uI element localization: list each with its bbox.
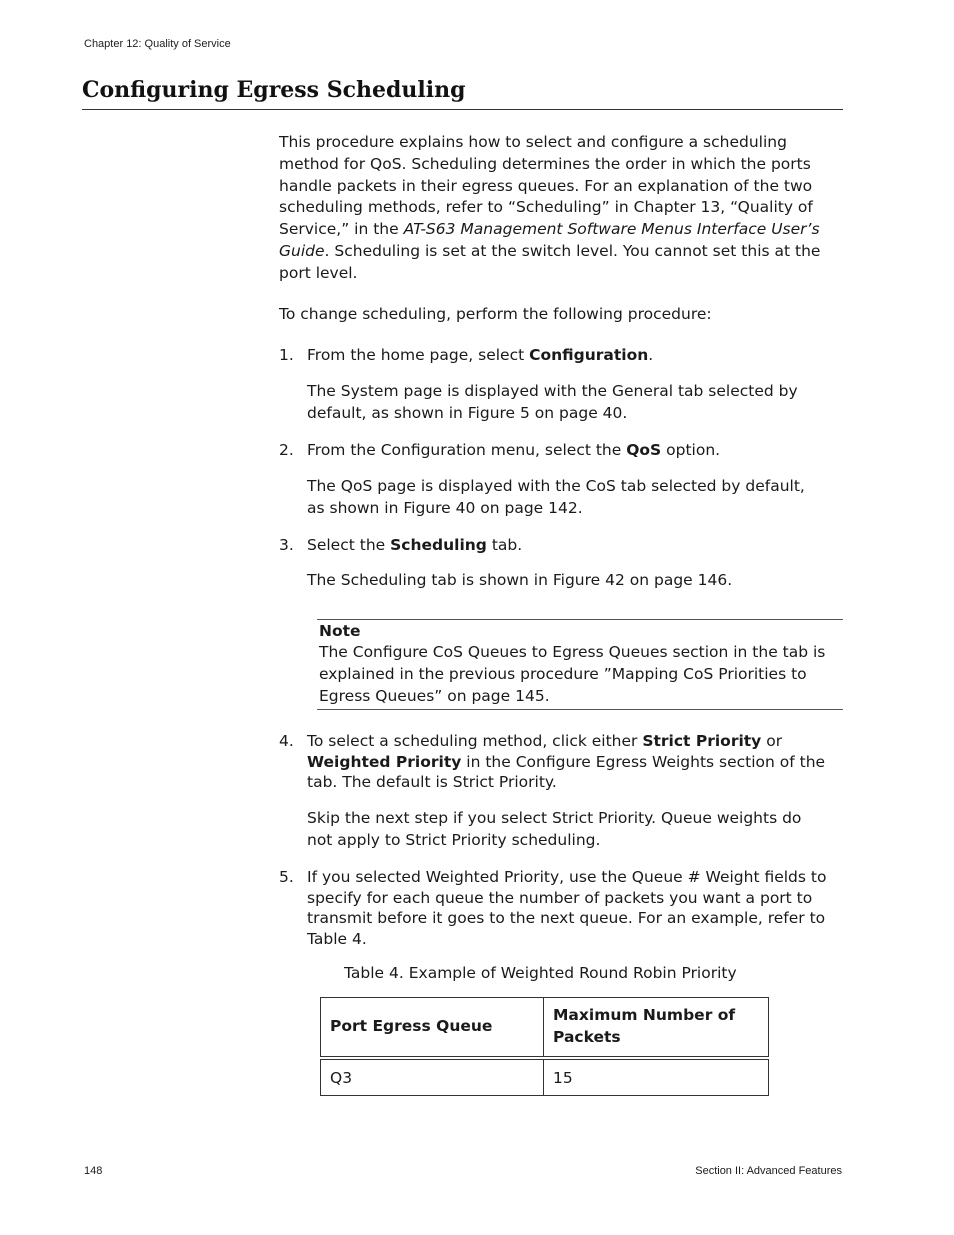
step-2-result: The QoS page is displayed with the CoS tab selected by default, as shown in Figure 40 on page 142.: [307, 477, 805, 517]
step-number: 3.: [279, 536, 294, 554]
procedure-intro: To change scheduling, perform the following procedure:: [279, 305, 712, 323]
weighted-priority-table: [320, 997, 769, 1096]
step-text: If you selected Weighted Priority, use the Queue # Weight fields to specify for each queue the number of packets you want a port to transmit before it goes to the next queue. For an example, refer to Table 4.: [307, 868, 827, 948]
step-number: 5.: [279, 868, 294, 886]
title-rule: [82, 109, 843, 110]
table-header-row: [321, 998, 769, 1059]
note-text: The Configure CoS Queues to Egress Queues section in the tab is explained in the previous procedure ”Mapping CoS Priorities to Egress Queues” on page 145.: [319, 643, 826, 705]
step-1-result: The System page is displayed with the General tab selected by default, as shown in Figure 5 on page 40.: [307, 382, 798, 422]
step-4-note: Skip the next step if you select Strict Priority. Queue weights do not apply to Strict Priority scheduling.: [307, 809, 802, 849]
step-number: 2.: [279, 441, 294, 459]
guide-title: AT-S63 Management Software Menus Interface User’s Guide: [279, 220, 820, 260]
footer-section: Section II: Advanced Features: [695, 1165, 842, 1177]
step-text: From the Configuration menu, select the QoS option.: [307, 441, 721, 459]
table-row: [321, 1058, 769, 1096]
table-cell: 15: [544, 1058, 769, 1096]
column-header: Port Egress Queue: [321, 998, 544, 1059]
page-title: Configuring Egress Scheduling: [82, 77, 466, 103]
note-box: [317, 619, 843, 710]
column-header: Maximum Number of Packets: [544, 998, 769, 1059]
table-cell: Q3: [321, 1058, 544, 1096]
step-text: To select a scheduling method, click either Strict Priority or Weighted Priority in the Configure Egress Weights section of the tab. The default is Strict Priority.: [307, 732, 826, 791]
intro-paragraph: This procedure explains how to select and configure a scheduling method for QoS. Scheduling determines the order in which the ports handle packets in their egress queues. For an explanation of the two scheduling methods, refer to “Scheduling” in Chapter 13, “Quality of Service,” in the AT-S63 Management Software Menus Interface User’s Guide. Scheduling is set at the switch level. You cannot set this at the port level.: [279, 133, 821, 282]
page-number: 148: [84, 1165, 103, 1177]
step-number: 4.: [279, 732, 294, 750]
step-text: From the home page, select Configuration.: [307, 346, 654, 364]
chapter-header: Chapter 12: Quality of Service: [84, 38, 231, 50]
step-number: 1.: [279, 346, 294, 364]
note-title: Note: [319, 622, 361, 640]
step-3-result: The Scheduling tab is shown in Figure 42 on page 146.: [307, 571, 733, 589]
step-text: Select the Scheduling tab.: [307, 536, 523, 554]
table-caption: Table 4. Example of Weighted Round Robin Priority: [344, 964, 737, 982]
